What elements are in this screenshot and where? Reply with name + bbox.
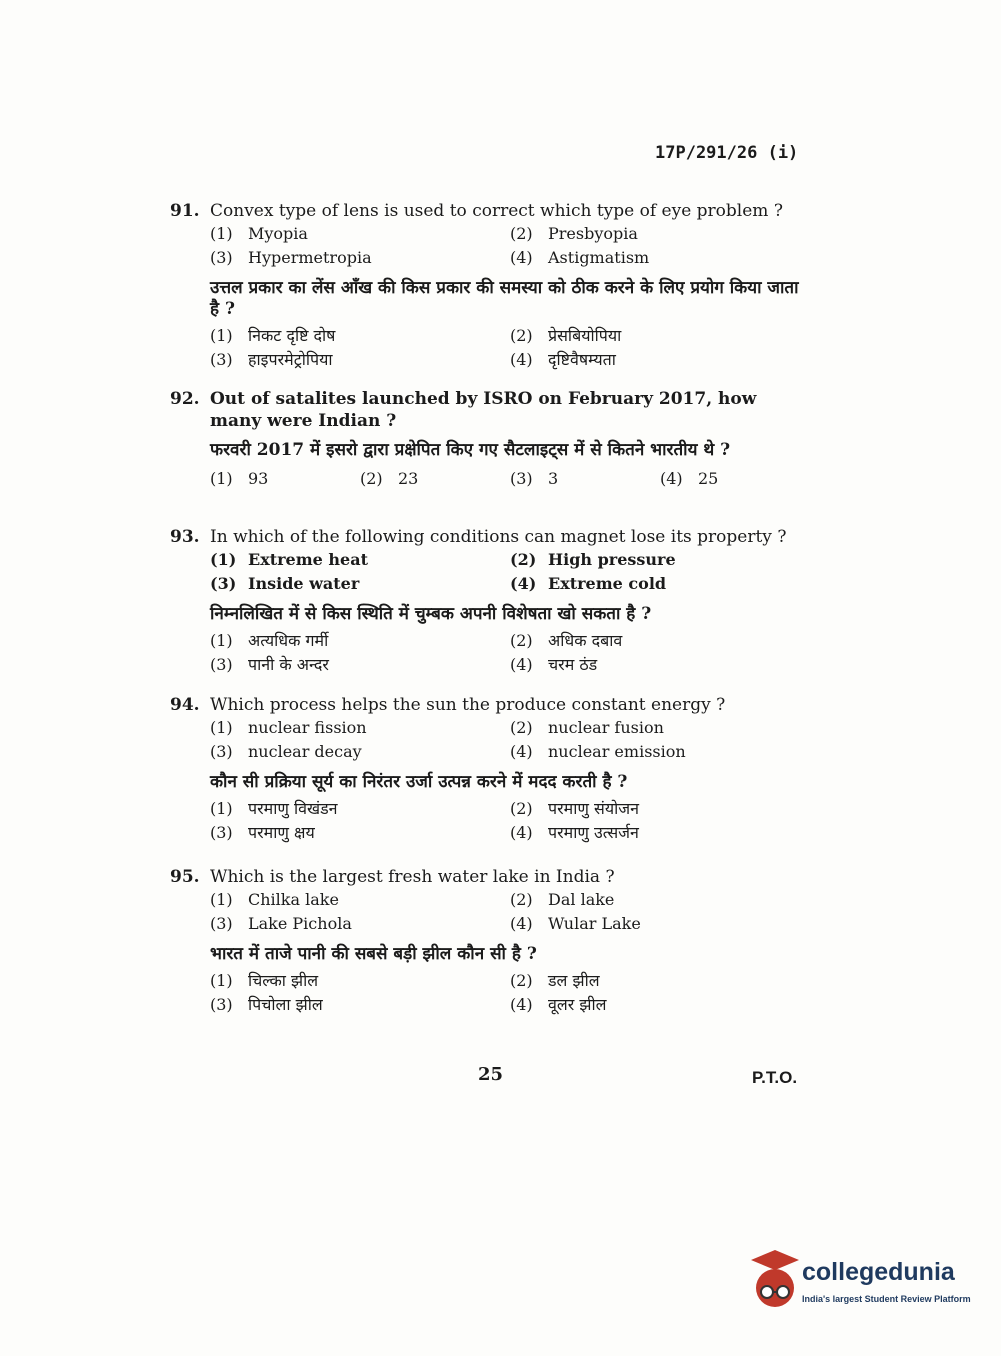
question-text-en: Out of satalites launched by ISRO on February 2017, how many were Indian ? — [210, 389, 757, 431]
option: (4) दृष्टिवैषम्यता — [510, 350, 616, 369]
collegedunia-logo — [745, 1250, 975, 1322]
option: (4) nuclear emission — [510, 742, 686, 761]
question-text-hi: उत्तल प्रकार का लेंस आँख की किस प्रकार की समस्या को ठीक करने के लिए प्रयोग किया जाता है ? — [210, 278, 799, 319]
options — [210, 467, 810, 491]
question-93 — [170, 526, 810, 677]
option: (2) High pressure — [510, 550, 676, 569]
option: (1) nuclear fission — [210, 718, 367, 737]
question-text-en: In which of the following conditions can magnet lose its property ? — [210, 527, 787, 547]
option: (4) 25 — [660, 469, 719, 488]
paper-code: 17P/291/26 (i) — [655, 143, 799, 163]
options-hi — [210, 629, 810, 677]
brand-name: collegedunia — [802, 1258, 955, 1286]
option: (4) वूलर झील — [510, 995, 607, 1014]
option: (4) Wular Lake — [510, 914, 641, 933]
option: (1) Myopia — [210, 224, 308, 243]
option: (2) डल झील — [510, 971, 600, 990]
question-94 — [170, 694, 810, 845]
options-hi — [210, 797, 810, 845]
option: (2) 23 — [360, 469, 419, 488]
question-text-hi: फरवरी 2017 में इसरो द्वारा प्रक्षेपित किए गए सैटलाइट्स में से कितने भारतीय थे ? — [210, 440, 731, 460]
options-en — [210, 222, 810, 270]
question-91 — [170, 200, 810, 372]
options-hi — [210, 969, 810, 1017]
option: (3) nuclear decay — [210, 742, 362, 761]
option: (4) चरम ठंड — [510, 655, 598, 674]
option: (4) परमाणु उत्सर्जन — [510, 823, 639, 842]
option: (3) हाइपरमेट्रोपिया — [210, 350, 333, 369]
option: (1) परमाणु विखंडन — [210, 799, 338, 818]
question-text-hi: भारत में ताजे पानी की सबसे बड़ी झील कौन सी है ? — [210, 944, 537, 964]
option: (2) nuclear fusion — [510, 718, 664, 737]
brand-tagline: India's largest Student Review Platform — [802, 1294, 971, 1304]
question-number: 92. — [170, 389, 200, 409]
mascot-icon — [745, 1250, 801, 1314]
option: (2) प्रेसबियोपिया — [510, 326, 622, 345]
option: (1) Extreme heat — [210, 550, 368, 569]
question-text-en: Which is the largest fresh water lake in India ? — [210, 867, 615, 887]
question-text-en: Which process helps the sun the produce constant energy ? — [210, 695, 726, 715]
option: (3) परमाणु क्षय — [210, 823, 315, 842]
question-number: 94. — [170, 695, 200, 715]
options-en — [210, 548, 810, 596]
option: (2) Dal lake — [510, 890, 615, 909]
option: (1) Chilka lake — [210, 890, 339, 909]
option: (3) Lake Pichola — [210, 914, 352, 933]
option: (3) पिचोला झील — [210, 995, 323, 1014]
question-text-hi: निम्नलिखित में से किस स्थिति में चुम्बक अपनी विशेषता खो सकता है ? — [210, 604, 652, 624]
options-hi — [210, 324, 810, 372]
option: (1) चिल्का झील — [210, 971, 319, 990]
option: (3) पानी के अन्दर — [210, 655, 329, 674]
question-92 — [170, 388, 810, 491]
option: (3) Inside water — [210, 574, 360, 593]
options-en — [210, 888, 810, 936]
option: (1) निकट दृष्टि दोष — [210, 326, 336, 345]
option: (2) परमाणु संयोजन — [510, 799, 639, 818]
page-number: 25 — [478, 1064, 504, 1085]
question-text-en: Convex type of lens is used to correct which type of eye problem ? — [210, 201, 783, 221]
option: (2) Presbyopia — [510, 224, 638, 243]
option: (4) Astigmatism — [510, 248, 650, 267]
question-text-hi: कौन सी प्रक्रिया सूर्य का निरंतर उर्जा उत्पन्न करने में मदद करती है ? — [210, 772, 628, 792]
pto-label: P.T.O. — [752, 1068, 798, 1087]
option: (1) 93 — [210, 469, 269, 488]
option: (2) अधिक दबाव — [510, 631, 623, 650]
question-95 — [170, 866, 810, 1017]
option: (1) अत्यधिक गर्मी — [210, 631, 329, 650]
option: (4) Extreme cold — [510, 574, 667, 593]
options-en — [210, 716, 810, 764]
option: (3) 3 — [510, 469, 559, 488]
option: (3) Hypermetropia — [210, 248, 372, 267]
question-number: 95. — [170, 867, 200, 887]
question-number: 91. — [170, 201, 200, 221]
question-number: 93. — [170, 527, 200, 547]
